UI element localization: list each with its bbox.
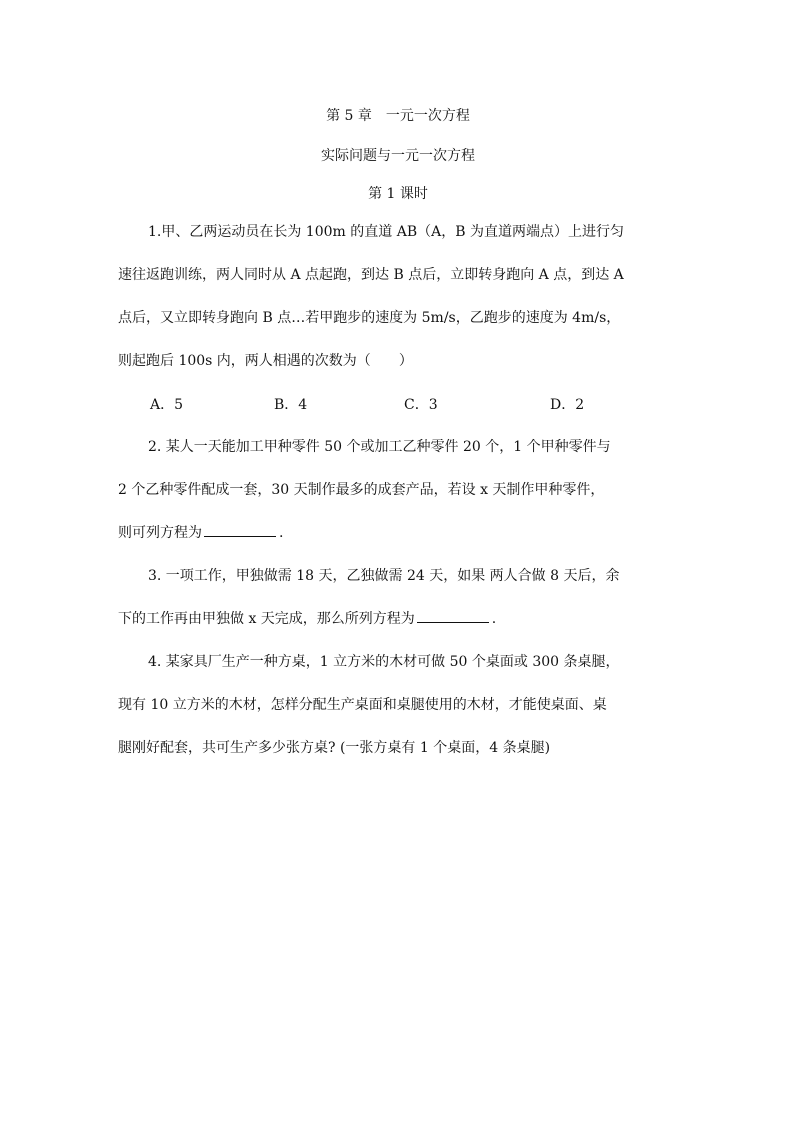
- q3-answer-blank: [417, 609, 489, 623]
- option-d: D．2: [550, 397, 585, 413]
- q3-line-1: 3. 一项工作，甲独做需 18 天，乙独做需 24 天，如果 两人合做 8 天后，余: [148, 568, 620, 584]
- q2-line-2: 2 个乙种零件配成一套，30 天制作最多的成套产品，若设 x 天制作甲种零件，: [118, 482, 605, 498]
- q1-line-1: 1.甲、乙两运动员在长为 100m 的直道 AB（A，B 为直道两端点）上进行匀: [148, 224, 624, 240]
- q2-line-3-end: .: [279, 525, 284, 541]
- q4-line-1: 4. 某家具厂生产一种方桌，1 立方米的木材可做 50 个桌面或 300 条桌腿，: [148, 654, 620, 670]
- option-b: B．4: [274, 397, 308, 413]
- q1-options: [118, 394, 678, 414]
- q2-line-1: 2. 某人一天能加工甲种零件 50 个或加工乙种零件 20 个，1 个甲种零件与: [148, 439, 611, 455]
- q2-line-3: [118, 523, 678, 543]
- question-list: [118, 222, 678, 758]
- lesson-title: 第 1 课时: [368, 186, 428, 202]
- q3-line-2-text: 下的工作再由甲独做 x 天完成，那么所列方程为: [118, 611, 415, 627]
- q2-answer-blank: [204, 523, 276, 537]
- chapter-title: 第 5 章 一元一次方程: [326, 108, 470, 124]
- section-title: 实际问题与一元一次方程: [321, 148, 475, 164]
- q4-line-2: 现有 10 立方米的木材，怎样分配生产桌面和桌腿使用的木材，才能使桌面、桌: [118, 697, 607, 713]
- q1-line-4-text: 则起跑后 100s 内，两人相遇的次数为（: [118, 353, 371, 369]
- q1-line-3: 点后，又立即转身跑向 B 点…若甲跑步的速度为 5m/s，乙跑步的速度为 4m/s，: [118, 310, 621, 326]
- q4-line-3: 腿刚好配套，共可生产多少张方桌? (一张方桌有 1 个桌面，4 条桌腿): [118, 740, 551, 756]
- q3-line-2-end: .: [491, 611, 497, 627]
- option-a: A．5: [150, 397, 184, 413]
- q1-line-2: 速往返跑训练，两人同时从 A 点起跑，到达 B 点后，立即转身跑向 A 点，到达 A: [118, 267, 624, 283]
- q2-line-3-text: 则可列方程为: [118, 525, 202, 541]
- q1-line-4: [118, 351, 678, 371]
- option-c: C．3: [404, 397, 438, 413]
- q1-line-4-close: ）: [398, 353, 413, 369]
- q3-line-2: [118, 609, 678, 629]
